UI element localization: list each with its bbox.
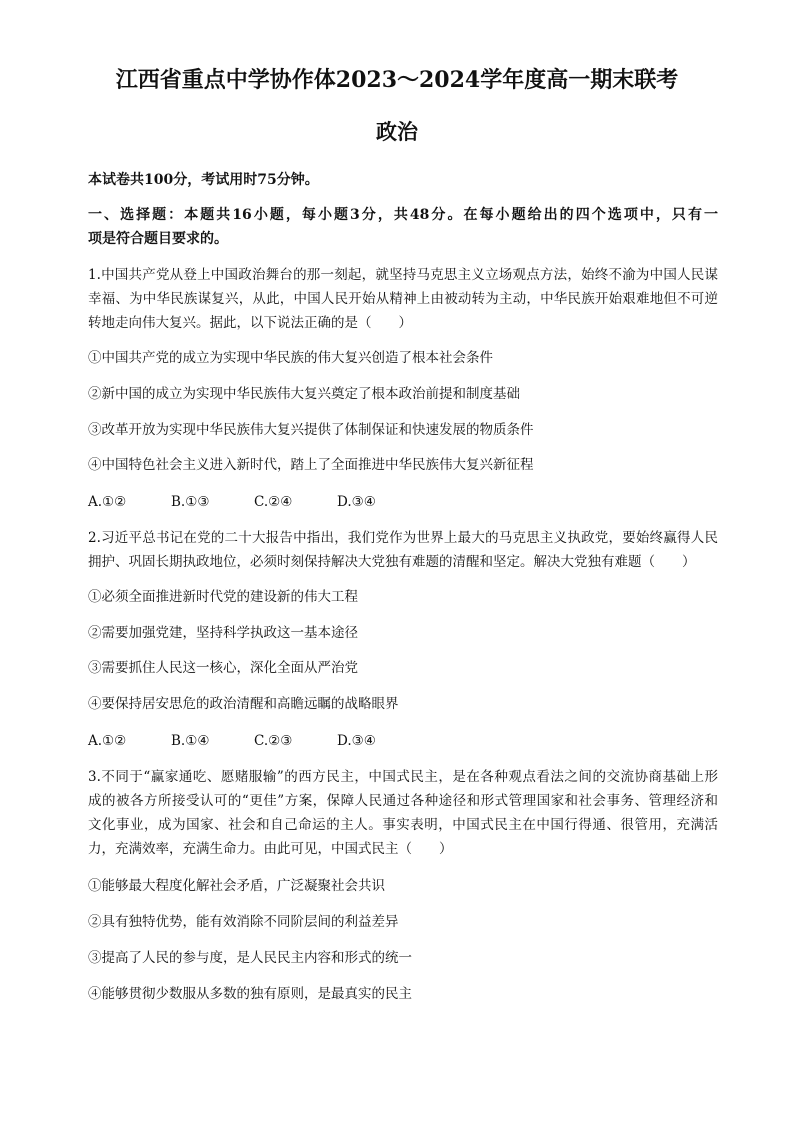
question-3-stem-line1: 3.不同于“赢家通吃、愿赌服输”的西方民主，中国式民主，是在各种观点看法之间的交流协商基础上形 [88,769,718,785]
question-2-option-1: ①必须全面推进新时代党的建设新的伟大工程 [88,589,358,605]
question-3-stem-line4: 力，充满效率，充满生命力。由此可见，中国式民主（ ） [88,841,453,857]
question-1-option-3: ③改革开放为实现中华民族伟大复兴提供了体制保证和快速发展的物质条件 [88,422,534,438]
choice-d: D.③④ [337,733,376,749]
question-3-option-1: ①能够最大程度化解社会矛盾，广泛凝聚社会共识 [88,878,385,894]
choice-c: C.②④ [254,494,293,510]
question-2-choices [88,731,376,751]
question-2-option-4: ④要保持居安思危的政治清醒和高瞻远瞩的战略眼界 [88,696,399,712]
question-1-choices [88,492,376,512]
question-1-stem-line2: 幸福、为中华民族谋复兴，从此，中国人民开始从精神上由被动转为主动，中华民族开始艰难地但不可逆 [88,291,718,307]
question-1-stem-line3: 转地走向伟大复兴。据此，以下说法正确的是（ ） [88,315,412,331]
choice-b: B.①③ [171,494,210,510]
question-1-stem-line1: 1.中国共产党从登上中国政治舞台的那一刻起，就坚持马克思主义立场观点方法，始终不渝为中国人民谋 [88,267,718,283]
question-2-stem-line1: 2.习近平总书记在党的二十大报告中指出，我们党作为世界上最大的马克思主义执政党，要始终赢得人民 [88,530,718,546]
question-1-option-1: ①中国共产党的成立为实现中华民族的伟大复兴创造了根本社会条件 [88,350,493,366]
choice-c: C.②③ [254,733,293,749]
question-3-stem-line3: 文化事业，成为国家、社会和自己命运的主人。事实表明，中国式民主在中国行得通、很管用，充满活 [88,817,718,833]
exam-title: 江西省重点中学协作体2023～2024学年度高一期末联考 [115,67,679,93]
choice-b: B.①④ [171,733,210,749]
question-1-option-4: ④中国特色社会主义进入新时代，踏上了全面推进中华民族伟大复兴新征程 [88,457,534,473]
question-1-option-2: ②新中国的成立为实现中华民族伟大复兴奠定了根本政治前提和制度基础 [88,386,520,402]
exam-subject: 政治 [376,119,418,144]
question-3-option-2: ②具有独特优势，能有效消除不同阶层间的利益差异 [88,914,399,930]
choice-a: A.①② [88,494,127,510]
exam-info: 本试卷共100分，考试用时75分钟。 [88,172,319,188]
section-heading-line1: 一、选择题：本题共16小题，每小题3分，共48分。在每小题给出的四个选项中，只有一 [88,207,718,223]
question-3-option-3: ③提高了人民的参与度，是人民民主内容和形式的统一 [88,950,412,966]
question-2-option-2: ②需要加强党建，坚持科学执政这一基本途径 [88,625,358,641]
question-2-stem-line2: 拥护、巩固长期执政地位，必须时刻保持解决大党独有难题的清醒和坚定。解决大党独有难题（ ） [88,554,696,570]
section-heading-line2: 项是符合题目要求的。 [88,231,228,247]
question-2-option-3: ③需要抓住人民这一核心，深化全面从严治党 [88,660,358,676]
question-3-stem-line2: 成的被各方所接受认可的“更佳”方案，保障人民通过各种途径和形式管理国家和社会事务、管理经济和 [88,793,718,809]
choice-a: A.①② [88,733,127,749]
choice-d: D.③④ [337,494,376,510]
question-3-option-4: ④能够贯彻少数服从多数的独有原则，是最真实的民主 [88,986,412,1002]
